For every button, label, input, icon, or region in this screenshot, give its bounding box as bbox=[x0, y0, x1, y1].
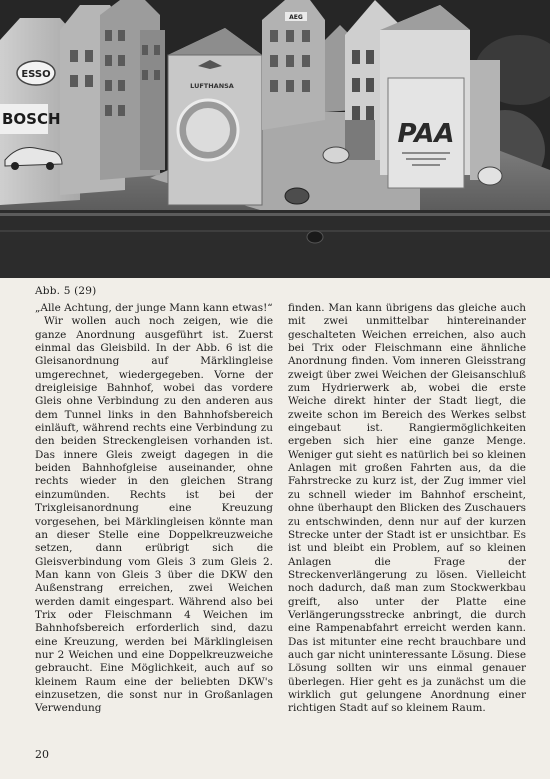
paa-sign-text: PAA bbox=[397, 119, 455, 149]
model-town-photo bbox=[0, 0, 550, 278]
car-middle bbox=[323, 147, 349, 163]
text-column-left bbox=[35, 302, 273, 716]
figure-caption: Abb. 5 (29) bbox=[35, 285, 97, 297]
page-number: 20 bbox=[35, 748, 49, 761]
paragraph: Wir wollen auch noch zeigen, wie die ganze Anordnung ausgeführt ist. Zuerst einmal das Gleisbild. In der Abb. 6 ist die Gleisanordnung auf Märklingleise umgerechnet, wiedergegeben. Vorne der dreigleisige Bahnhof, wobei das vordere Gleis ohne Verbindung zu den anderen aus dem Tunnel links in den Bahnhofsbereich einläuft, während rechts eine Verbindung zu den beiden Streckengleisen vorhanden ist. Das innere Gleis zweigt dagegen in die beiden Bahnhofgleise auseinander, ohne rechts wieder in den gleichen Strang einzumünden. Rechts ist bei der Trixgleisanordnung eine Kreuzung vorgesehen, bei Märklingleisen könnte man an dieser Stelle eine Doppelkreuzweiche setzen, dann erübrigt sich die Gleisverbindung vom Gleis 3 zum Gleis 2. Man kann von Gleis 3 über die DKW den Außenstrang erreichen, zwei Weichen werden damit eingespart. Während also bei Trix oder Fleischmann 4 Weichen im Bahnhofsbereich erforderlich sind, dazu eine Kreuzung, werden bei Märklingleisen nur 2 Weichen und eine Doppelkreuzweiche gebraucht. Eine Möglichkeit, auch auf so kleinem Raum eine der beliebten DKW's einzusetzen, die sonst nur in Großanlagen Verwendung bbox=[35, 315, 273, 715]
lufthansa-sign-text: LUFTHANSA bbox=[190, 82, 234, 90]
photo-illustration bbox=[0, 0, 550, 278]
text-column-right bbox=[288, 302, 526, 716]
esso-sign-text: ESSO bbox=[21, 69, 51, 80]
paragraph: „Alle Achtung, der junge Mann kann etwas!“ bbox=[35, 302, 273, 314]
aeg-sign-text: AEG bbox=[289, 14, 303, 21]
car-right bbox=[478, 167, 502, 185]
car-front bbox=[285, 188, 309, 204]
bosch-sign-text: BOSCH bbox=[2, 110, 61, 128]
paragraph: finden. Man kann übrigens das gleiche auch mit zwei unmittelbar hintereinander geschalteten Weichen erreichen, also auch bei Trix oder Fleischmann eine ähnliche Anordnung finden. Vom inneren Gleisstrang zweigt über zwei Weichen der Gleisanschluß zum Hydrierwerk ab, wobei die erste Weiche direkt hinter der Stadt liegt, die zweite schon im Bereich des Werkes selbst eingebaut ist. Rangiermöglichkeiten ergeben sich hier eine ganze Menge. Weniger gut sieht es natürlich bei so kleinen Anlagen mit großen Fahrten aus, da die Fahrstrecke zu kurz ist, der Zug immer viel zu schnell wieder im Bahnhof erscheint, ohne überhaupt den Blicken des Zuschauers zu entschwinden, denn nur auf der kurzen Strecke unter der Stadt ist er unsichtbar. Es ist und bleibt ein Problem, auf so kleinen Anlagen die Frage der Streckenverlängerung zu lösen. Vielleicht noch dadurch, daß man zum Stockwerkbau greift, also unter der Platte eine Verlängerungsstrecke anbringt, die durch eine Rampenabfahrt erreicht werden kann. Das ist mitunter eine recht brauchbare und auch gar nicht uninteressante Lösung. Diese Lösung sollten wir uns einmal genauer überlegen. Hier geht es ja zunächst um die wirklich gut gelungene Anordnung einer richtigen Stadt auf so kleinem Raum. bbox=[288, 302, 526, 715]
